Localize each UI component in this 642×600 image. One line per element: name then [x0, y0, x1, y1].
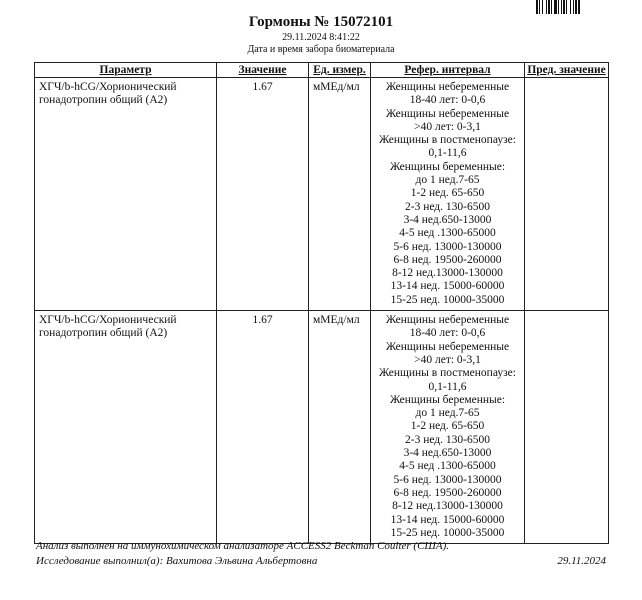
reference-line: Женщины в постменопаузе: [379, 134, 516, 147]
parameter-name-line: гонадотропин общий (А2) [39, 327, 168, 340]
reference-line: 13-14 нед. 15000-60000 [390, 513, 505, 526]
reference-line: 6-8 нед. 19500-260000 [393, 486, 502, 499]
reference-line: 6-8 нед. 19500-260000 [393, 253, 502, 266]
reference-line: Женщины беременные: [389, 160, 506, 173]
reference-line: 3-4 нед.650-13000 [403, 213, 492, 226]
reference-line: 5-6 нед. 13000-130000 [393, 473, 502, 486]
reference-line: 8-12 нед.13000-130000 [392, 267, 503, 280]
reference-line: 3-4 нед.650-13000 [403, 447, 492, 460]
reference-line: 0,1-11,6 [428, 147, 467, 160]
column-header-value: Значение [217, 63, 309, 78]
reference-line: 1-2 нед. 65-650 [410, 420, 485, 433]
reference-line: Женщины небеременные [385, 81, 510, 93]
cell-unit: мМЕд/мл [309, 311, 371, 544]
parameter-name-line: ХГЧ/b-hCG/Хорионический [39, 81, 177, 93]
cell-previous [525, 311, 609, 544]
cell-value: 1.67 [217, 78, 309, 311]
reference-line: Женщины в постменопаузе: [379, 367, 516, 380]
reference-line: до 1 нед.7-65 [415, 174, 480, 187]
cell-reference [371, 78, 525, 311]
reference-line: >40 лет: 0-3,1 [414, 353, 481, 366]
cell-unit: мМЕд/мл [309, 78, 371, 311]
column-header-reference: Рефер. интервал [371, 63, 525, 78]
reference-line: 5-6 нед. 13000-130000 [393, 240, 502, 253]
cell-reference [371, 311, 525, 544]
analyzer-note: Анализ выполнен на иммунохимическом анализаторе ACCESS2 Beckman Coulter (США). [36, 540, 450, 552]
reference-line: 15-25 нед. 10000-35000 [390, 526, 505, 539]
sample-datetime: 29.11.2024 8:41:22 [282, 32, 360, 43]
reference-line: 1-2 нед. 65-650 [410, 187, 485, 200]
cell-parameter [35, 78, 217, 311]
reference-line: Женщины беременные: [389, 393, 506, 406]
table-header-row [35, 63, 609, 78]
reference-line: 2-3 нед. 130-6500 [405, 200, 490, 213]
reference-line: 4-5 нед .1300-65000 [399, 227, 496, 240]
table-row [35, 311, 609, 544]
results-table [34, 62, 609, 544]
reference-line: Женщины небеременные [385, 107, 510, 120]
reference-line: 18-40 лет: 0-0,6 [409, 94, 486, 107]
reference-line: 4-5 нед .1300-65000 [399, 460, 496, 473]
sample-datetime-label: Дата и время забора биоматериала [247, 44, 395, 55]
table-row [35, 78, 609, 311]
cell-parameter [35, 311, 217, 544]
parameter-name-line: гонадотропин общий (А2) [39, 94, 168, 107]
parameter-name-line: ХГЧ/b-hCG/Хорионический [39, 314, 177, 327]
report-date: 29.11.2024 [557, 555, 606, 567]
column-header-unit: Ед. измер. [309, 63, 371, 78]
reference-line: 18-40 лет: 0-0,6 [409, 327, 486, 340]
reference-line: >40 лет: 0-3,1 [414, 120, 481, 133]
reference-line: 8-12 нед.13000-130000 [392, 500, 503, 513]
document-title: Гормоны № 15072101 [248, 14, 394, 30]
reference-line: Женщины небеременные [385, 340, 510, 353]
performed-by: Исследование выполнил(а): Вахитова Эльвина Альбертовна [36, 555, 318, 567]
cell-previous [525, 78, 609, 311]
reference-line: 13-14 нед. 15000-60000 [390, 280, 505, 293]
column-header-parameter: Параметр [35, 63, 217, 78]
reference-line: до 1 нед.7-65 [415, 407, 480, 420]
reference-line: 2-3 нед. 130-6500 [405, 433, 490, 446]
reference-line: Женщины небеременные [385, 314, 510, 327]
cell-value: 1.67 [217, 311, 309, 544]
reference-line: 15-25 нед. 10000-35000 [390, 293, 505, 306]
column-header-previous: Пред. значение [525, 63, 609, 78]
barcode [536, 0, 608, 14]
reference-line: 0,1-11,6 [428, 380, 467, 393]
